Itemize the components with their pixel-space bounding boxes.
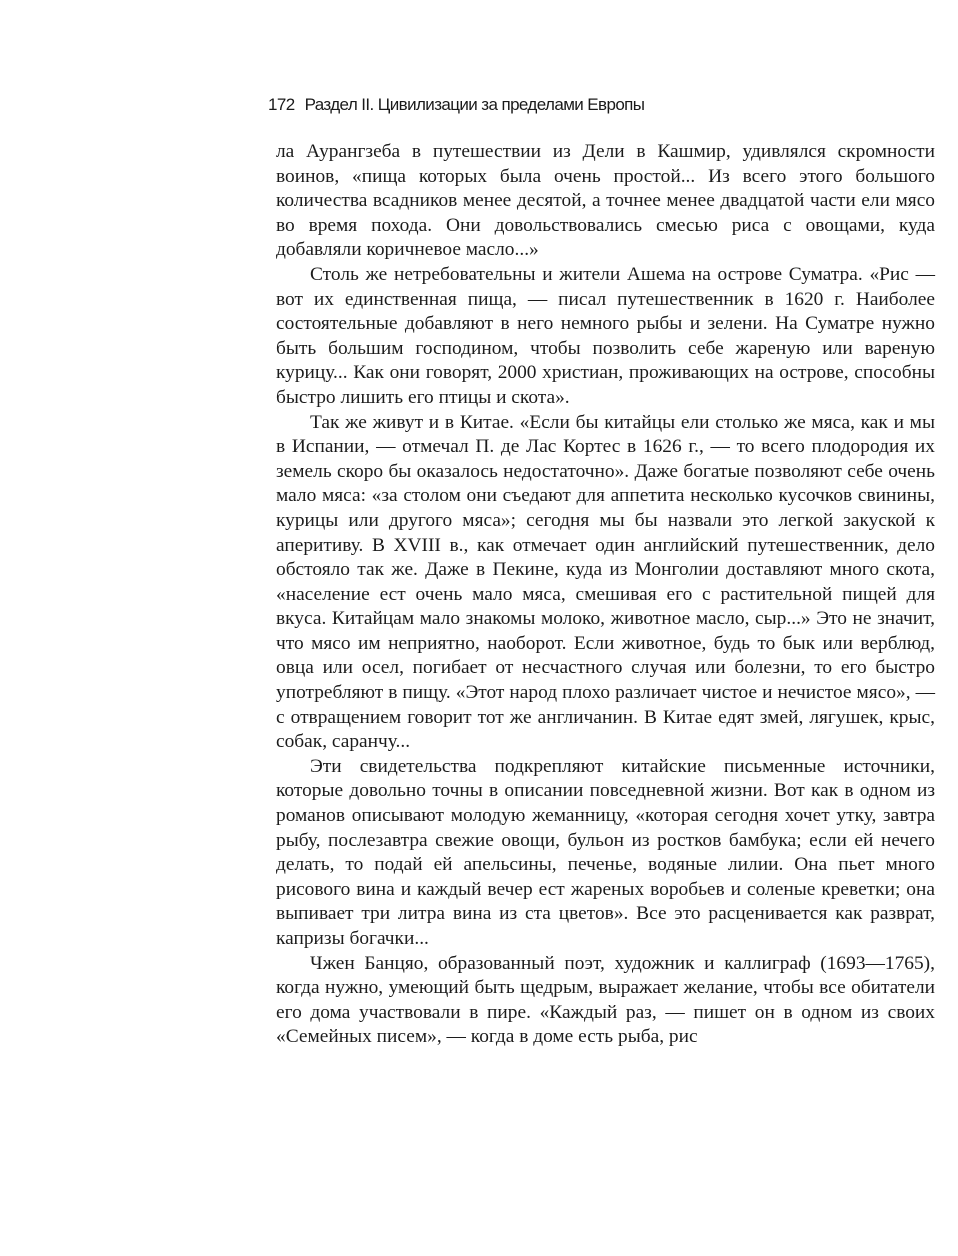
paragraph: ла Аурангзеба в путешествии из Дели в Кашмир, удивлялся скромности воинов, «пища которых была очень простой... Из всего этого большого количества всадников менее десятой, а точнее менее двадцатой части ели мясо во время похода. Они довольствовались смесью риса с овощами, куда добавляли коричневое масло...» bbox=[276, 141, 935, 261]
section-title: Раздел II. Цивилизации за пределами Европы bbox=[304, 95, 645, 114]
paragraph: Так же живут и в Китае. «Если бы китайцы ели столько же мяса, как и мы в Испании, — отмечал П. де Лас Кортес в 1626 г., — то всего плодородия их земель скоро бы оказалось недостаточно». Даже богатые позволяют себе очень мало мяса: «за столом они съедают для аппетита несколько кусочков свинины, курицы или другого мяса»; сегодня мы бы назвали это легкой закуской к аперитиву. В XVIII в., как отмечает один английский путешественник, дело обстояло так же. Даже в Пекине, куда из Монголии доставляют много скота, «население ест очень мало мяса, смешивая его с растительной пищей для вкуса. Китайцам мало знакомы молоко, животное масло, сыр...» Это не значит, что мясо им неприятно, наоборот. Если животное, будь то бык или верблюд, овца или осел, погибает от несчастного случая или болезни, то его быстро употребляют в пищу. «Этот народ плохо различает чистое и нечистое мясо», — с отвращением говорит тот же англичанин. В Китае едят змей, лягушек, крыс, собак, саранчу... bbox=[276, 411, 935, 753]
paragraph: Чжен Банцяо, образованный поэт, художник и каллиграф (1693—1765), когда нужно, умеющий быть щедрым, выражает желание, чтобы все обитатели его дома участвовали в пире. «Каждый раз, — пишет он в одном из своих «Семейных писем», — когда в доме есть рыба, рис bbox=[276, 952, 935, 1048]
paragraph: Эти свидетельства подкрепляют китайские письменные источники, которые довольно точны в описании повседневной жизни. Вот как в одном из романов описывают молодую жеманницу, «которая сегодня хочет утку, завтра рыбу, послезавтра свежие овощи, бульон из ростков бамбука; если ей нечего делать, то подай ей апельсины, печенье, водяные лилии. Она пьет много рисового вина и каждый вечер ест жареных воробьев и соленые креветки; она выпивает три литра вина из ста цветов». Все это расценивается как разврат, капризы богачки... bbox=[276, 755, 935, 949]
page-number: 172 bbox=[268, 95, 295, 114]
running-head bbox=[268, 95, 938, 115]
paragraph: Столь же нетребовательны и жители Ашема на острове Суматра. «Рис — вот их единственная пища, — писал путешественник в 1620 г. Наиболее состоятельные добавляют в него немного рыбы и зелени. На Суматре нужно быть большим господином, чтобы позволить себе жареную или вареную курицу... Как они говорят, 2000 христиан, проживающих на острове, способны быстро лишить его птицы и скота». bbox=[276, 263, 935, 408]
body-text bbox=[276, 140, 935, 1050]
